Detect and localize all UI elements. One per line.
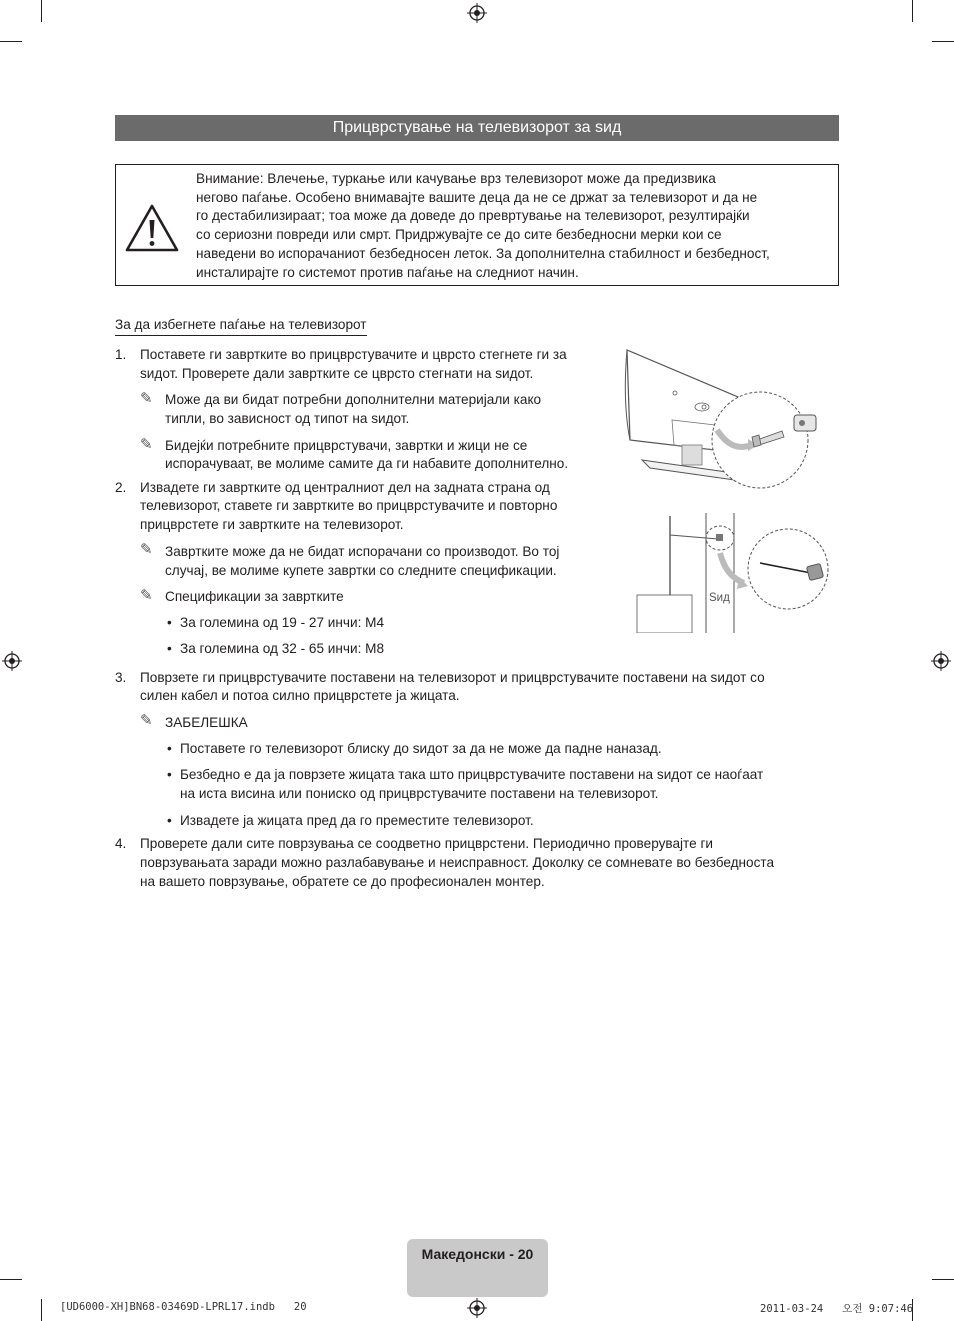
date-info: 2011-03-24 오전 9:07:46	[760, 1303, 914, 1315]
step-number: 2.	[115, 480, 127, 495]
warning-text: Внимание: Влечење, туркање или качување врз телевизорот може да предизвика негово паѓање. Особено внимавајте вашите деца да не се држат за телевизорот и да не го дестабилизираат; тоа може да доведе до превртување на телевизорот, резултирајќи со сериозни повреди или смрт. Придржувајте се до сите безбедносни мерки кои се наведени во испорачаниот безбедносен леток. За дополнителна стабилност и безбедност, инсталирајте го системот против паѓање на следниот начин.	[196, 171, 770, 280]
note-text: Може да ви бидат потребни дополнителни материјали како	[165, 392, 542, 407]
step-number: 4.	[115, 836, 127, 851]
note-text: случај, ве молиме купете завртки со следните спецификации.	[165, 563, 557, 578]
note-text: типли, во зависност од типот на ѕидот.	[165, 411, 410, 426]
note-text: Спецификации за завртките	[165, 589, 344, 604]
crop-mark	[41, 1299, 42, 1321]
step-text: Проверете дали сите поврзувања се соодветно прицврстени. Периодично проверувајте ги	[140, 836, 714, 851]
wall-side-illustration	[636, 513, 831, 633]
step-text: прицврстете ги завртките на телевизорот.	[140, 517, 404, 532]
step-text: Поврзете ги прицврстувачите поставени на телевизорот и прицврстувачите поставени на ѕидот со	[140, 670, 765, 685]
step-text: поврзувањата заради можно разлабавување и неисправност. Доколку се сомневате во безбедноста	[140, 855, 775, 870]
crop-mark	[0, 41, 22, 42]
step-text: телевизорот, ставете ги завртките во прицврстувачите и повторно	[140, 498, 558, 513]
bullet-text: За големина од 32 - 65 инчи: M8	[180, 641, 385, 656]
note-text: испорачуваат, ве молиме самите да ги набавите дополнително.	[165, 456, 569, 471]
note-pencil-icon: ✎	[140, 712, 153, 729]
crop-mark	[932, 41, 954, 42]
crop-mark	[41, 0, 42, 22]
step-text: Поставете ги завртките во прицврстувачите и цврсто стегнете ги за	[140, 347, 567, 362]
crop-mark	[912, 0, 913, 22]
crop-mark	[932, 1279, 954, 1280]
bullet-icon: •	[167, 741, 172, 756]
section-title: За да избегнете паѓање на телевизорот	[115, 316, 367, 336]
bullet-text: на иста висина или пониско од прицврстувачите поставени на телевизорот.	[180, 786, 659, 801]
bullet-icon: •	[167, 615, 172, 630]
bullet-text: Безбедно е да ја поврзете жицата така што прицврстувачите поставени на ѕидот се наоѓаат	[180, 767, 764, 782]
note-pencil-icon: ✎	[140, 390, 153, 407]
warning-label: Внимание	[196, 171, 260, 186]
note-text: Бидејќи потребните прицврстувачи, завртки и жици не се	[165, 438, 528, 453]
step-number: 3.	[115, 670, 127, 685]
bullet-text: Поставете го телевизорот блиску до ѕидот за да не може да падне наназад.	[180, 741, 662, 756]
tv-back-illustration	[612, 345, 832, 495]
wall-label: Ѕид	[709, 592, 730, 604]
warning-triangle-icon	[124, 203, 180, 253]
step-text: Извадете ги завртките од централниот дел на задната страна од	[140, 480, 550, 495]
bullet-text: Извадете ја жицата пред да го преместите телевизорот.	[180, 813, 534, 828]
note-text: Завртките може да не бидат испорачани со производот. Во тој	[165, 544, 560, 559]
step-number: 1.	[115, 347, 127, 362]
crop-mark	[0, 1279, 22, 1280]
step-text: на вашето поврзување, обратете се до професионален монтер.	[140, 874, 545, 889]
note-pencil-icon: ✎	[140, 436, 153, 453]
note-text: ЗАБЕЛЕШКА	[165, 715, 248, 730]
page-title: Прицврстување на телевизорот за ѕид	[115, 115, 839, 141]
note-pencil-icon: ✎	[140, 541, 153, 558]
registration-mark-icon	[931, 651, 951, 671]
bullet-text: За големина од 19 - 27 инчи: M4	[180, 615, 385, 630]
file-info: [UD6000-XH]BN68-03469D-LPRL17.indb 20	[60, 1301, 307, 1313]
bullet-icon: •	[167, 813, 172, 828]
page-number: Македонски - 20	[421, 1246, 534, 1262]
bullet-icon: •	[167, 767, 172, 782]
bullet-icon: •	[167, 641, 172, 656]
registration-mark-icon	[2, 651, 22, 671]
note-pencil-icon: ✎	[140, 587, 153, 604]
step-text: ѕидот. Проверете дали завртките се цврсто стегнати на ѕидот.	[140, 366, 534, 381]
registration-mark-icon	[467, 1298, 487, 1318]
registration-mark-icon	[467, 3, 487, 23]
step-text: силен кабел и потоа силно прицврстете ја жицата.	[140, 688, 460, 703]
